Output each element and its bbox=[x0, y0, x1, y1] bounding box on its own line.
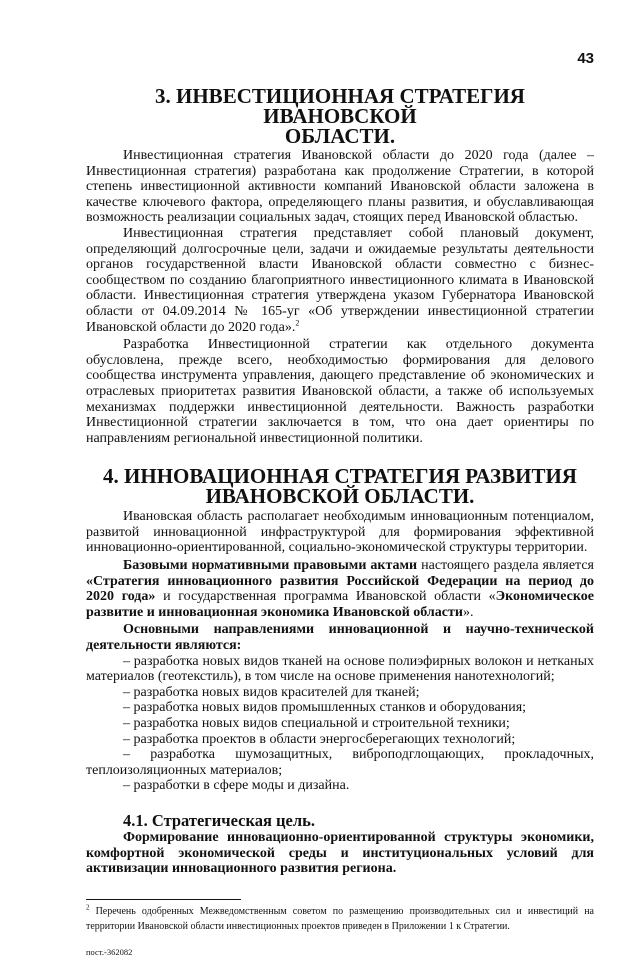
document-code: пост.-362082 bbox=[86, 946, 133, 957]
section-4-title bbox=[86, 464, 594, 509]
paragraph bbox=[86, 226, 594, 335]
title-line: ИВАНОВСКОЙ ОБЛАСТИ. bbox=[205, 484, 475, 509]
list-item: – разработка шумозащитных, виброподглощающих, прокладочных, теплоизоляционных материалов; bbox=[86, 747, 594, 778]
bold-text: Экономическое развитие и инновационная экономика Ивановской области bbox=[86, 589, 594, 620]
section-3-title bbox=[86, 86, 594, 146]
footnote-divider bbox=[86, 899, 241, 900]
bold-text: «Стратегия инновационного развития Российской Федерации на период до 2020 года» bbox=[86, 573, 594, 605]
list-item: – разработка новых видов промышленных станков и оборудования; bbox=[123, 700, 527, 716]
list-item: – разработка новых видов тканей на основе полиэфирных волокон и нетканых материалов (геотекстиль), в том числе на основе применения нанотехнологий; bbox=[86, 653, 594, 685]
list-item: – разработка новых видов специальной и строительной техники; bbox=[123, 716, 510, 731]
bold-text: Базовыми нормативными правовыми актами bbox=[123, 558, 418, 574]
section-3 bbox=[86, 86, 594, 446]
title-line: 3. ИНВЕСТИЦИОННАЯ СТРАТЕГИЯ ИВАНОВСКОЙ bbox=[155, 84, 525, 128]
bullet-list bbox=[86, 654, 594, 794]
paragraph-text: Инвестиционная стратегия представляет собой плановый документ, определяющий долгосрочные цели, задачи и ожидаемые результаты деятельности органов государственной власти Ивановской области совместно с бизнес-сообществом по созданию благоприятного инвестиционного климата в Ивановской области. Инвестиционная стратегия утверждена указом Губернатора Ивановской области от 04.09.2014 № 165-уг «Об утверждении инвестиционной стратегии Ивановской области до 2020 года». bbox=[86, 225, 594, 335]
footnote-text bbox=[86, 904, 594, 934]
text: настоящего раздела является bbox=[417, 558, 594, 574]
title-line: ОБЛАСТИ. bbox=[284, 124, 396, 148]
paragraph: Формирование инновационно-ориентированной структуры экономики, комфортной экономической среды и институциональных условий для активизации инновационного развития региона. bbox=[86, 829, 594, 877]
paragraph: Ивановская область располагает необходимым инновационным потенциалом, развитой инновационной инфраструктурой для формирования эффективной инновационно-ориентированной, социально-экономической структуры территории. bbox=[86, 509, 594, 556]
text: ». bbox=[462, 604, 474, 620]
section-4-1-title: 4.1. Стратегическая цель. bbox=[123, 810, 315, 830]
footnote bbox=[86, 904, 594, 934]
list-item: – разработка новых видов красителей для тканей; bbox=[123, 684, 420, 700]
text: и государственная программа Ивановской области « bbox=[155, 589, 496, 605]
footnote-body: Перечень одобренных Межведомственным советом по размещению производительных сил и инвестиций на территории Ивановской области инвестиционных проектов приведен в Приложении 1 к Стратегии. bbox=[86, 905, 594, 932]
paragraph: Инвестиционная стратегия Ивановской области до 2020 года (далее – Инвестиционная стратегия) разработана как продолжение Стратегии, в которой степень инвестиционной активности компаний Ивановской области заложена в качестве ключевого фактора, определяющего планы развития, и обуславливающая возможность реализации социальных задач, стоящих перед Ивановской областью. bbox=[86, 148, 594, 226]
paragraph: Основными направлениями инновационной и научно-технической деятельности являются: bbox=[86, 622, 594, 654]
page-number: 43 bbox=[577, 50, 594, 67]
section-4 bbox=[86, 466, 594, 794]
footnote-ref: 2 bbox=[295, 317, 300, 327]
title-line: 4. ИННОВАЦИОННАЯ СТРАТЕГИЯ РАЗВИТИЯ bbox=[103, 464, 577, 489]
paragraph bbox=[86, 558, 594, 620]
list-item: – разработки в сфере моды и дизайна. bbox=[123, 778, 350, 794]
section-4-1 bbox=[86, 812, 594, 877]
paragraph: Разработка Инвестиционной стратегии как отдельного документа обусловлена, прежде всего, необходимостью формирования для делового сообщества инструмента управления, дающего представление об экономических и отраслевых приоритетах развития Ивановской области, а также об используемых механизмах поддержки инвестиционной деятельности. Важность разработки Инвестиционной стратегии заключается в том, что она дает ориентиры по направлениям региональной инвестиционной политики. bbox=[86, 337, 594, 446]
list-item: – разработка проектов в области энергосберегающих технологий; bbox=[123, 731, 516, 747]
footnote-number: 2 bbox=[86, 903, 90, 912]
